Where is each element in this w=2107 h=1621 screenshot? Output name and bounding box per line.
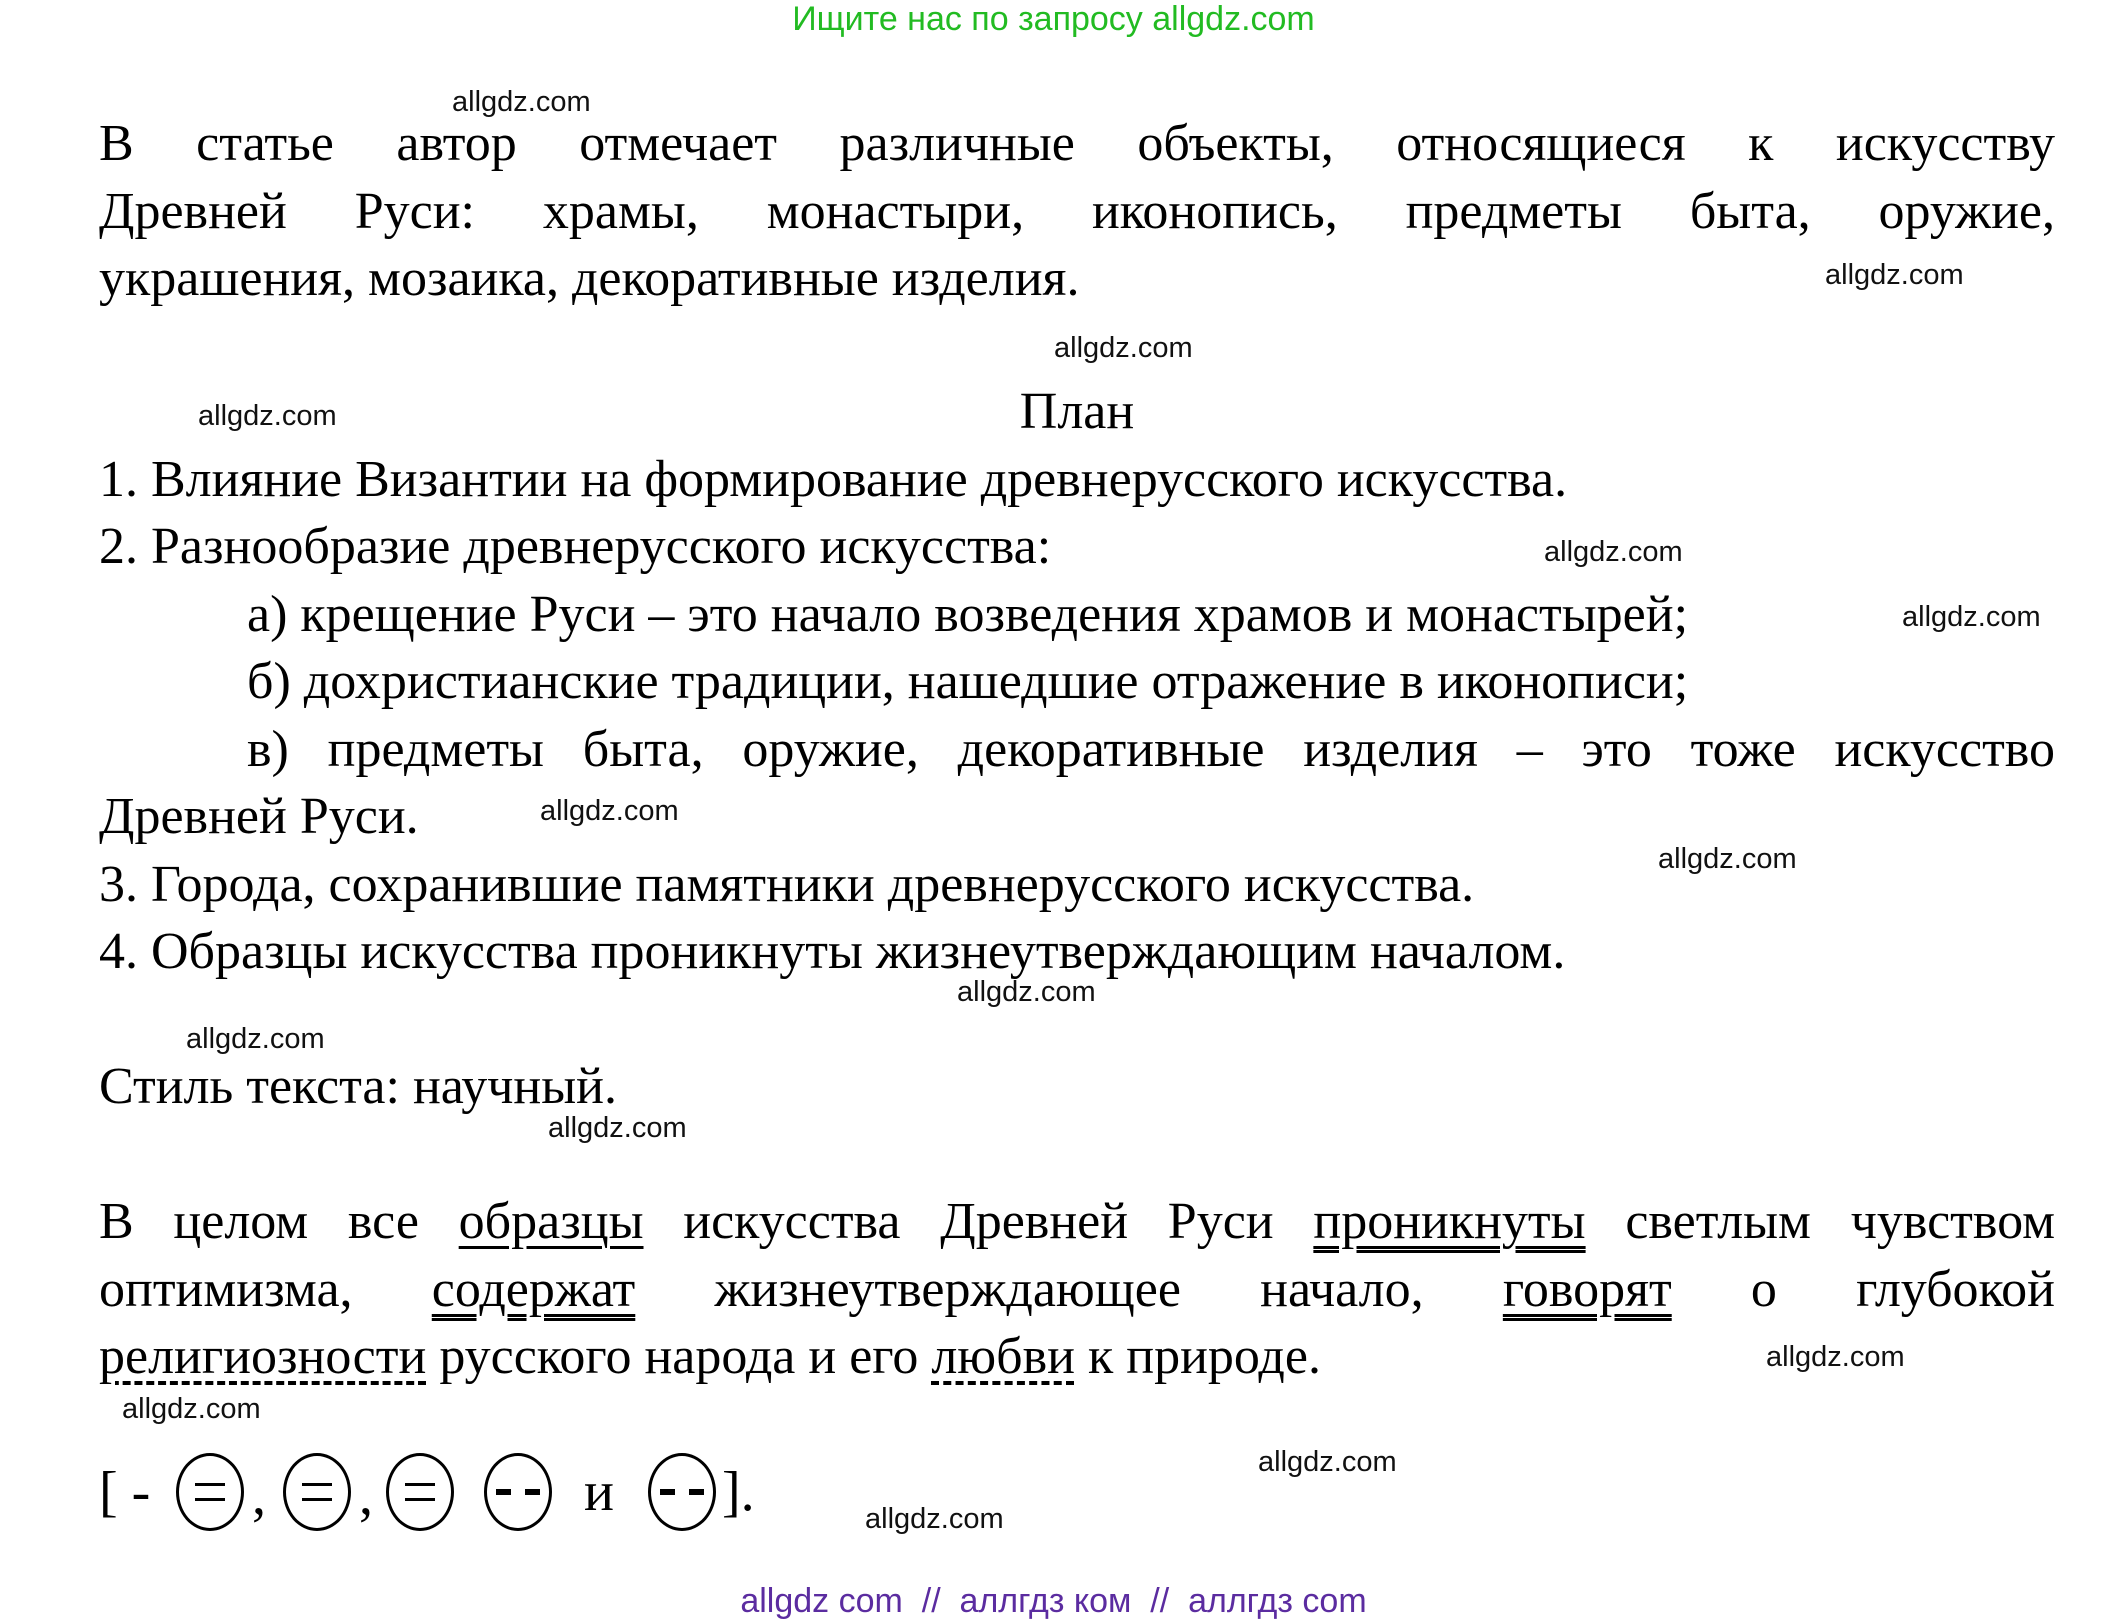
scheme-close: ]. (722, 1461, 755, 1523)
plan-item: 4. Образцы искусства проникнуты жизнеутверждающим началом. (99, 923, 1566, 980)
text: светлым чувством (1585, 1193, 2056, 1250)
dashed-line-icon (496, 1489, 540, 1495)
footer-links[interactable]: allgdz com // аллгдз ком // аллгдз com (740, 1582, 1367, 1620)
subject-word: образцы (458, 1193, 644, 1250)
paragraph1-line: украшения, мозаика, декоративные изделия. (99, 250, 1080, 307)
text: искусства Древней Руси (643, 1193, 1314, 1250)
object-ellipse (648, 1453, 716, 1531)
predicate-ellipse (176, 1453, 244, 1531)
paragraph2-line (99, 1256, 2055, 1324)
scheme-comma: , (359, 1465, 373, 1527)
paragraph1-line: В статье автор отмечает различные объекты, относящиеся к искусству (99, 115, 2055, 172)
double-line-icon (195, 1483, 225, 1501)
text: русского народа и его (426, 1328, 932, 1385)
scheme-comma: , (252, 1465, 266, 1527)
plan-item: 3. Города, сохранившие памятники древнерусского искусства. (99, 856, 1475, 913)
predicate-word: проникнуты (1313, 1193, 1586, 1250)
double-line-icon (302, 1483, 332, 1501)
watermark: allgdz.com (1054, 332, 1193, 364)
watermark: allgdz.com (198, 400, 337, 432)
plan-subitem: б) дохристианские традиции, нашедшие отражение в иконописи; (247, 653, 1689, 710)
text-style: Стиль текста: научный. (99, 1058, 617, 1115)
paragraph1-line: Древней Руси: храмы, монастыри, иконопись, предметы быта, оружие, (99, 183, 2055, 240)
watermark: allgdz.com (1766, 1341, 1905, 1373)
text: оптимизма, (99, 1261, 432, 1318)
object-word: любви (931, 1328, 1075, 1385)
watermark: allgdz.com (548, 1112, 687, 1144)
scheme-open: [ - (99, 1461, 151, 1523)
watermark: allgdz.com (1658, 843, 1797, 875)
plan-item: 2. Разнообразие древнерусского искусства: (99, 518, 1052, 575)
watermark: allgdz.com (186, 1023, 325, 1055)
watermark: allgdz.com (1544, 536, 1683, 568)
scheme-and: и (584, 1461, 614, 1523)
dashed-line-icon (660, 1489, 704, 1495)
watermark: allgdz.com (1258, 1446, 1397, 1478)
watermark: allgdz.com (1902, 601, 2041, 633)
watermark: allgdz.com (122, 1393, 261, 1425)
predicate-ellipse (283, 1453, 351, 1531)
plan-title: План (1019, 383, 1135, 440)
paragraph2-line (99, 1188, 2055, 1256)
text: жизнеутверждающее начало, (635, 1261, 1503, 1318)
plan-subitem: а) крещение Руси – это начало возведения храмов и монастырей; (247, 586, 1689, 643)
text: о глубокой (1671, 1261, 2055, 1318)
double-line-icon (405, 1483, 435, 1501)
plan-item: 1. Влияние Византии на формирование древнерусского искусства. (99, 451, 1568, 508)
watermark: allgdz.com (540, 795, 679, 827)
predicate-word: содержат (431, 1261, 636, 1318)
predicate-ellipse (386, 1453, 454, 1531)
watermark: allgdz.com (1825, 259, 1964, 291)
watermark: allgdz.com (452, 86, 591, 118)
plan-continuation: Древней Руси. (99, 788, 419, 845)
paragraph2-line (99, 1323, 2055, 1391)
text: к природе. (1074, 1328, 1321, 1385)
predicate-word: говорят (1502, 1261, 1672, 1318)
watermark: allgdz.com (865, 1503, 1004, 1535)
header-banner[interactable]: Ищите нас по запросу allgdz.com (792, 0, 1315, 38)
text: В целом все (99, 1193, 459, 1250)
object-ellipse (484, 1453, 552, 1531)
object-word: религиозности (99, 1328, 427, 1385)
plan-subitem: в) предметы быта, оружие, декоративные изделия – это тоже искусство (247, 721, 2055, 778)
watermark: allgdz.com (957, 976, 1096, 1008)
